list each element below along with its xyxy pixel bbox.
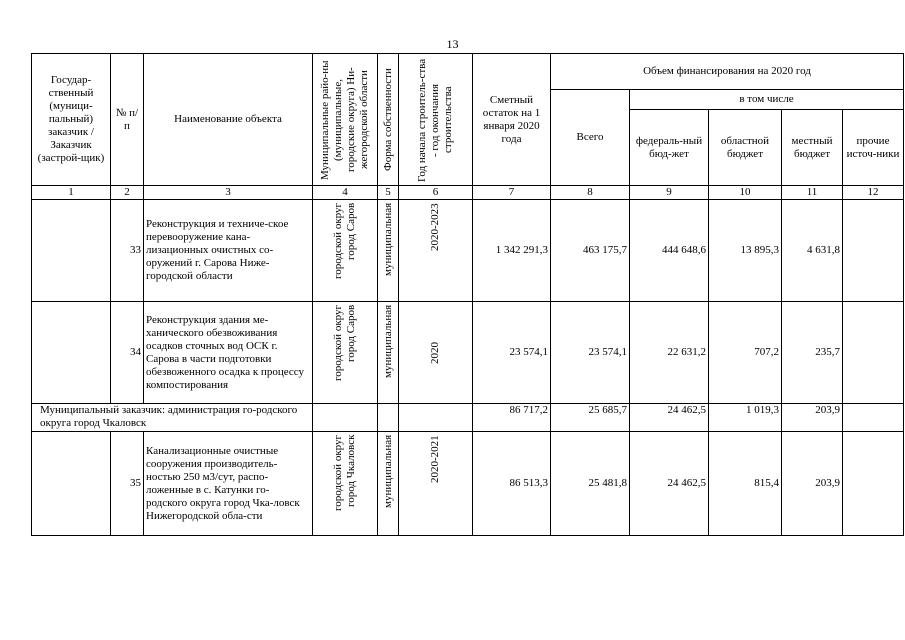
header-remaining: Сметный остаток на 1 января 2020 года: [473, 54, 551, 186]
page-number: 13: [446, 37, 459, 51]
federal-cell: 24 462,5: [630, 432, 709, 536]
remaining-cell: 23 574,1: [473, 302, 551, 404]
local-cell: 235,7: [782, 302, 843, 404]
col-number: 9: [630, 186, 709, 200]
col-number: 7: [473, 186, 551, 200]
header-federal: федераль-ный бюд-жет: [630, 110, 709, 186]
ownership-cell: муниципальная: [378, 432, 399, 536]
row-num: 35: [111, 432, 144, 536]
ownership-cell: муниципальная: [378, 302, 399, 404]
header-ownership: Форма собственности: [378, 54, 399, 186]
federal-cell: 22 631,2: [630, 302, 709, 404]
subtotal-regional: 1 019,3: [709, 404, 782, 432]
federal-cell: 444 648,6: [630, 200, 709, 302]
subtotal-other: [843, 404, 904, 432]
table-row: [32, 432, 904, 536]
local-cell: 203,9: [782, 432, 843, 536]
row-num: 34: [111, 302, 144, 404]
regional-cell: 707,2: [709, 302, 782, 404]
years-cell: 2020-2023: [399, 200, 473, 302]
years-cell: 2020-2021: [399, 432, 473, 536]
customer-cell: [32, 302, 111, 404]
total-cell: 463 175,7: [551, 200, 630, 302]
header-municipal: Муниципальные райо-ны (муниципальные, городские округа) Ни-жегородской области: [313, 54, 378, 186]
empty-cell: [378, 404, 399, 432]
header-other: прочие источ-ники: [843, 110, 904, 186]
header-local: местный бюджет: [782, 110, 843, 186]
col-number: 10: [709, 186, 782, 200]
header-total: Всего: [551, 90, 630, 186]
municipal-cell: городской округ город Чкаловск: [313, 432, 378, 536]
other-cell: [843, 432, 904, 536]
col-number: 12: [843, 186, 904, 200]
object-name: Реконструкция и техниче-ское перевооружение кана-лизационных очистных со-оружений г. Сарова Ниже-городской области: [144, 200, 313, 302]
remaining-cell: 86 513,3: [473, 432, 551, 536]
col-number: 11: [782, 186, 843, 200]
header-row-1: [32, 54, 904, 90]
subtotal-label: Муниципальный заказчик: администрация го-родского округа город Чкаловск: [32, 404, 313, 432]
col-number: 3: [144, 186, 313, 200]
col-number: 4: [313, 186, 378, 200]
subtotal-local: 203,9: [782, 404, 843, 432]
header-num: № п/п: [111, 54, 144, 186]
other-cell: [843, 200, 904, 302]
header-incl: в том числе: [630, 90, 904, 110]
header-financing: Объем финансирования на 2020 год: [551, 54, 904, 90]
remaining-cell: 1 342 291,3: [473, 200, 551, 302]
years-cell: 2020: [399, 302, 473, 404]
object-name: Реконструкция здания ме-ханического обезвоживания осадков сточных вод ОСК г. Сарова в части подготовки обезвоженного осадка к процессу компостирования: [144, 302, 313, 404]
total-cell: 25 481,8: [551, 432, 630, 536]
empty-cell: [399, 404, 473, 432]
subtotal-total: 25 685,7: [551, 404, 630, 432]
header-years: Год начала строитель-ства - год окончания строительства: [399, 54, 473, 186]
table-row: [32, 200, 904, 302]
header-customer: Государ-ственный (муници-пальный) заказчик / Заказчик (застрой-щик): [32, 54, 111, 186]
col-number: 1: [32, 186, 111, 200]
subtotal-row: [32, 404, 904, 432]
empty-cell: [313, 404, 378, 432]
total-cell: 23 574,1: [551, 302, 630, 404]
row-num: 33: [111, 200, 144, 302]
municipal-cell: городской округ город Саров: [313, 302, 378, 404]
customer-cell: [32, 432, 111, 536]
subtotal-remaining: 86 717,2: [473, 404, 551, 432]
municipal-cell: городской округ город Саров: [313, 200, 378, 302]
other-cell: [843, 302, 904, 404]
col-number: 6: [399, 186, 473, 200]
financing-table: [31, 53, 904, 536]
header-object-name: Наименование объекта: [144, 54, 313, 186]
regional-cell: 815,4: [709, 432, 782, 536]
customer-cell: [32, 200, 111, 302]
subtotal-federal: 24 462,5: [630, 404, 709, 432]
ownership-cell: муниципальная: [378, 200, 399, 302]
object-name: Канализационные очистные сооружения производитель-ностью 250 м3/сут, распо-ложенные в с. Катунки го-родского округа город Чка-ловск Нижегородской обла-сти: [144, 432, 313, 536]
column-numbers-row: [32, 186, 904, 200]
col-number: 2: [111, 186, 144, 200]
regional-cell: 13 895,3: [709, 200, 782, 302]
header-regional: областной бюджет: [709, 110, 782, 186]
col-number: 5: [378, 186, 399, 200]
local-cell: 4 631,8: [782, 200, 843, 302]
col-number: 8: [551, 186, 630, 200]
table-row: [32, 302, 904, 404]
